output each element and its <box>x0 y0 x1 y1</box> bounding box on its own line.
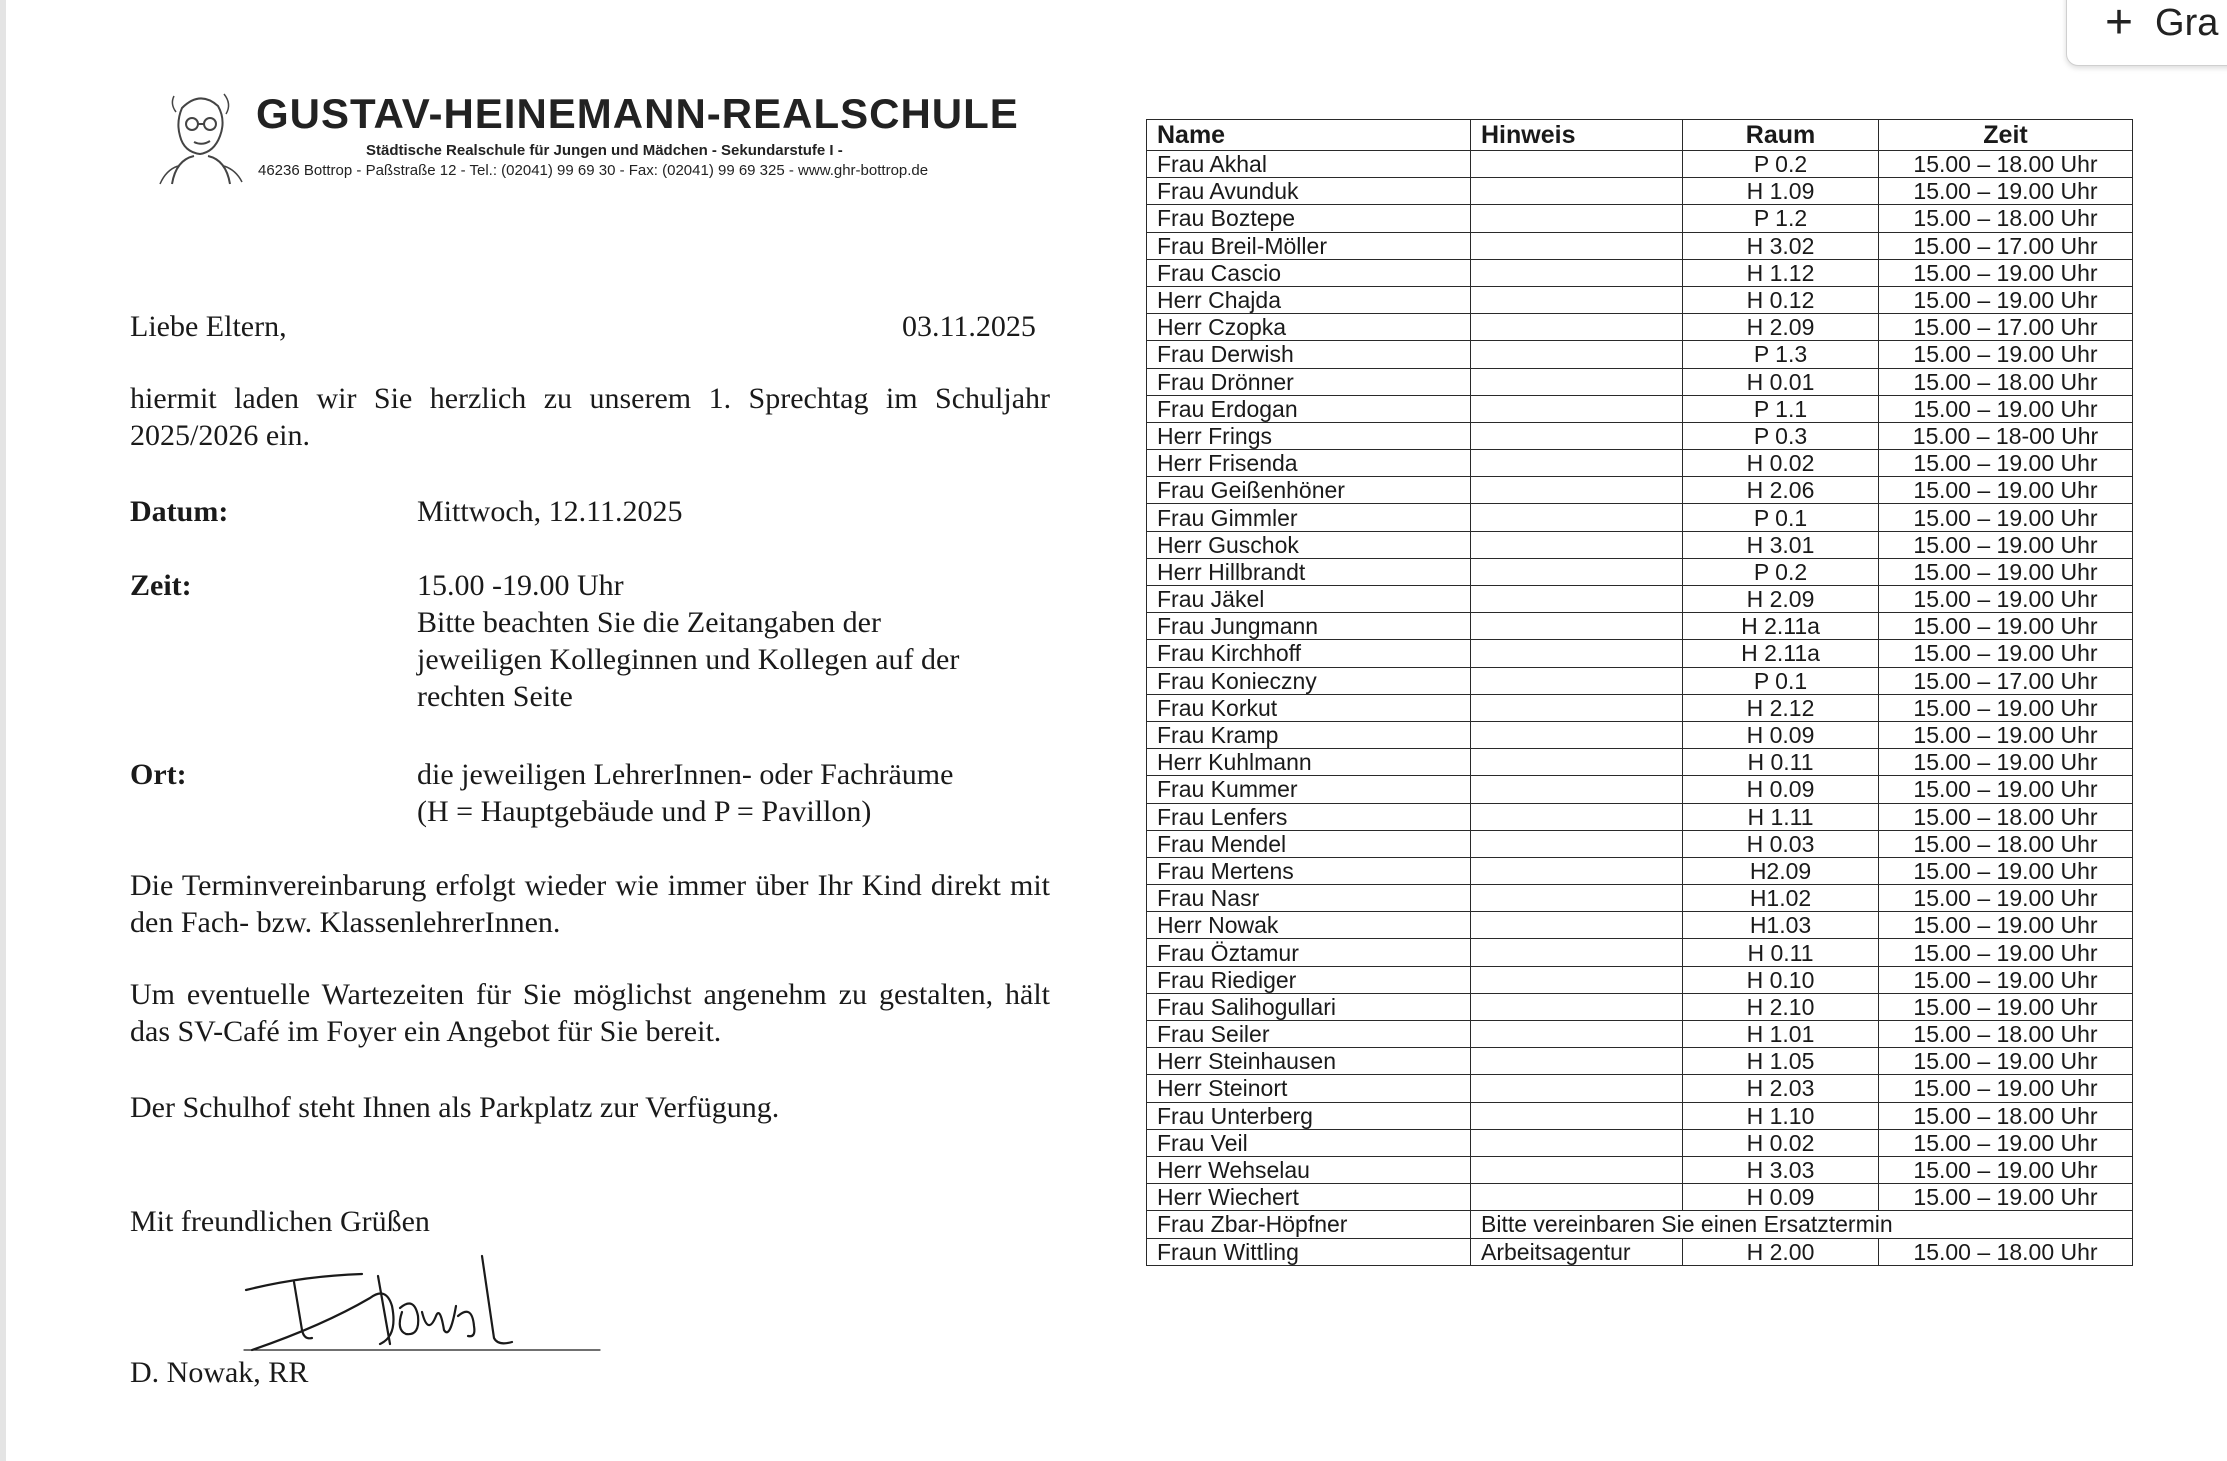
table-row <box>1147 1184 2133 1211</box>
cell-name: Frau Cascio <box>1147 259 1471 286</box>
cell-raum: H1.03 <box>1683 912 1879 939</box>
header-name: Name <box>1147 120 1471 151</box>
cell-name: Frau Jäkel <box>1147 586 1471 613</box>
cell-raum: H 1.09 <box>1683 178 1879 205</box>
cell-zeit: 15.00 – 19.00 Uhr <box>1879 286 2133 313</box>
table-row <box>1147 368 2133 395</box>
add-button[interactable] <box>2066 0 2227 66</box>
table-row <box>1147 531 2133 558</box>
cell-hinweis <box>1471 504 1683 531</box>
cell-hinweis <box>1471 939 1683 966</box>
cell-raum: H 3.01 <box>1683 531 1879 558</box>
cell-name: Herr Hillbrandt <box>1147 558 1471 585</box>
cell-name: Herr Steinhausen <box>1147 1048 1471 1075</box>
table-row <box>1147 912 2133 939</box>
cell-zeit: 15.00 – 17.00 Uhr <box>1879 314 2133 341</box>
cell-zeit: 15.00 – 18.00 Uhr <box>1879 830 2133 857</box>
cell-hinweis <box>1471 151 1683 178</box>
cell-hinweis <box>1471 721 1683 748</box>
intro-paragraph: hiermit laden wir Sie herzlich zu unserem 1. Sprechtag im Schuljahr 2025/2026 ein. <box>130 382 1050 452</box>
cell-name: Herr Steinort <box>1147 1075 1471 1102</box>
cell-raum: H 0.11 <box>1683 939 1879 966</box>
table-row <box>1147 1075 2133 1102</box>
cell-zeit: 15.00 – 19.00 Uhr <box>1879 721 2133 748</box>
cell-name: Frau Mendel <box>1147 830 1471 857</box>
cell-zeit: 15.00 – 19.00 Uhr <box>1879 395 2133 422</box>
cell-raum: P 1.2 <box>1683 205 1879 232</box>
cell-hinweis <box>1471 422 1683 449</box>
cell-raum: H 0.02 <box>1683 1129 1879 1156</box>
cell-zeit: 15.00 – 19.00 Uhr <box>1879 966 2133 993</box>
cell-zeit: 15.00 – 19.00 Uhr <box>1879 912 2133 939</box>
cell-hinweis <box>1471 857 1683 884</box>
cell-name: Frau Geißenhöner <box>1147 477 1471 504</box>
cell-raum: H 2.11a <box>1683 640 1879 667</box>
table-row <box>1147 1238 2133 1265</box>
cell-name: Frau Riediger <box>1147 966 1471 993</box>
cell-name: Frau Boztepe <box>1147 205 1471 232</box>
cell-hinweis <box>1471 477 1683 504</box>
cell-zeit: 15.00 – 19.00 Uhr <box>1879 640 2133 667</box>
cell-raum: H 2.09 <box>1683 586 1879 613</box>
cell-zeit: 15.00 – 18.00 Uhr <box>1879 1238 2133 1265</box>
cell-raum: H1.02 <box>1683 885 1879 912</box>
table-row <box>1147 286 2133 313</box>
salutation: Liebe Eltern, <box>130 310 287 343</box>
cell-hinweis <box>1471 558 1683 585</box>
zeit-note-line-1: Bitte beachten Sie die Zeitangaben der <box>417 606 881 639</box>
ort-label: Ort: <box>130 758 187 791</box>
school-subtitle: Städtische Realschule für Jungen und Mädchen - Sekundarstufe I - <box>366 142 843 159</box>
cell-raum: H 0.09 <box>1683 721 1879 748</box>
table-row <box>1147 966 2133 993</box>
cell-raum: H 0.09 <box>1683 1184 1879 1211</box>
table-row <box>1147 694 2133 721</box>
cell-name: Herr Kuhlmann <box>1147 749 1471 776</box>
cell-zeit: 15.00 – 19.00 Uhr <box>1879 531 2133 558</box>
cell-zeit: 15.00 – 19.00 Uhr <box>1879 1129 2133 1156</box>
table-header-row <box>1147 120 2133 151</box>
cell-hinweis <box>1471 1129 1683 1156</box>
cell-zeit: 15.00 – 19.00 Uhr <box>1879 1048 2133 1075</box>
cell-name: Frau Kirchhoff <box>1147 640 1471 667</box>
cell-name: Frau Salihogullari <box>1147 993 1471 1020</box>
cell-raum: H2.09 <box>1683 857 1879 884</box>
table-row <box>1147 1156 2133 1183</box>
cell-name: Herr Nowak <box>1147 912 1471 939</box>
cell-zeit: 15.00 – 19.00 Uhr <box>1879 749 2133 776</box>
cell-name: Frau Breil-Möller <box>1147 232 1471 259</box>
page-left-edge <box>0 0 6 1461</box>
cell-hinweis <box>1471 586 1683 613</box>
cell-raum: H 0.01 <box>1683 368 1879 395</box>
cafe-paragraph: Um eventuelle Wartezeiten für Sie möglichst angenehm zu gestalten, hält das SV-Café im Foyer ein Angebot für Sie bereit. <box>130 978 1050 1048</box>
header-hinweis: Hinweis <box>1471 120 1683 151</box>
cell-raum: H 1.12 <box>1683 259 1879 286</box>
table-row <box>1147 151 2133 178</box>
ort-value-line-2: (H = Hauptgebäude und P = Pavillon) <box>417 795 872 828</box>
cell-name: Frau Avunduk <box>1147 178 1471 205</box>
cell-raum: H 2.03 <box>1683 1075 1879 1102</box>
cell-raum: H 1.10 <box>1683 1102 1879 1129</box>
cell-name: Frau Drönner <box>1147 368 1471 395</box>
school-name: GUSTAV-HEINEMANN-REALSCHULE <box>256 90 1019 137</box>
signature <box>242 1246 602 1356</box>
cell-raum: H 0.09 <box>1683 776 1879 803</box>
cell-name: Frau Öztamur <box>1147 939 1471 966</box>
cell-hinweis <box>1471 1102 1683 1129</box>
cell-name: Herr Frisenda <box>1147 450 1471 477</box>
cell-raum: H 2.06 <box>1683 477 1879 504</box>
cell-raum: H 2.11a <box>1683 613 1879 640</box>
cell-hinweis <box>1471 613 1683 640</box>
cell-raum: H 3.03 <box>1683 1156 1879 1183</box>
plus-icon: + <box>2105 0 2134 49</box>
cell-name: Frau Nasr <box>1147 885 1471 912</box>
cell-raum: H 2.00 <box>1683 1238 1879 1265</box>
add-button-label: Gra <box>2155 1 2219 44</box>
cell-zeit: 15.00 – 19.00 Uhr <box>1879 613 2133 640</box>
cell-raum: H 0.10 <box>1683 966 1879 993</box>
signer-name: D. Nowak, RR <box>130 1356 309 1389</box>
cell-hinweis <box>1471 694 1683 721</box>
cell-zeit: 15.00 – 19.00 Uhr <box>1879 259 2133 286</box>
cell-hinweis <box>1471 640 1683 667</box>
cell-name: Frau Unterberg <box>1147 1102 1471 1129</box>
cell-hinweis <box>1471 395 1683 422</box>
cell-zeit: 15.00 – 19.00 Uhr <box>1879 450 2133 477</box>
cell-hinweis <box>1471 1156 1683 1183</box>
cell-raum: H 1.01 <box>1683 1021 1879 1048</box>
table-row <box>1147 422 2133 449</box>
cell-name: Frau Kummer <box>1147 776 1471 803</box>
cell-hinweis <box>1471 178 1683 205</box>
cell-raum: H 1.11 <box>1683 803 1879 830</box>
cell-zeit: 15.00 – 19.00 Uhr <box>1879 558 2133 585</box>
cell-hinweis <box>1471 531 1683 558</box>
cell-name: Frau Veil <box>1147 1129 1471 1156</box>
table-row <box>1147 885 2133 912</box>
cell-raum: P 0.1 <box>1683 667 1879 694</box>
cell-hinweis <box>1471 205 1683 232</box>
cell-zeit: 15.00 – 19.00 Uhr <box>1879 857 2133 884</box>
cell-zeit: 15.00 – 17.00 Uhr <box>1879 667 2133 694</box>
portrait-logo-icon <box>152 86 248 186</box>
datum-label: Datum: <box>130 495 229 528</box>
table-row <box>1147 1021 2133 1048</box>
table-row <box>1147 749 2133 776</box>
cell-zeit: 15.00 – 19.00 Uhr <box>1879 477 2133 504</box>
teacher-schedule-table <box>1146 119 2133 1266</box>
closing: Mit freundlichen Grüßen <box>130 1205 430 1238</box>
ort-value-line-1: die jeweiligen LehrerInnen- oder Fachräume <box>417 758 954 791</box>
cell-hinweis-ersatztermin: Bitte vereinbaren Sie einen Ersatztermin <box>1471 1211 2133 1238</box>
cell-zeit: 15.00 – 18.00 Uhr <box>1879 1021 2133 1048</box>
cell-hinweis <box>1471 259 1683 286</box>
cell-name: Herr Chajda <box>1147 286 1471 313</box>
table-row <box>1147 1129 2133 1156</box>
table-row <box>1147 477 2133 504</box>
table-row <box>1147 830 2133 857</box>
cell-name: Frau Seiler <box>1147 1021 1471 1048</box>
cell-raum: P 1.3 <box>1683 341 1879 368</box>
cell-hinweis <box>1471 368 1683 395</box>
table-row <box>1147 232 2133 259</box>
cell-raum: H 0.12 <box>1683 286 1879 313</box>
cell-hinweis <box>1471 966 1683 993</box>
cell-hinweis <box>1471 341 1683 368</box>
cell-zeit: 15.00 – 19.00 Uhr <box>1879 504 2133 531</box>
zeit-label: Zeit: <box>130 569 192 602</box>
cell-zeit: 15.00 – 19.00 Uhr <box>1879 694 2133 721</box>
table-row <box>1147 803 2133 830</box>
parking-paragraph: Der Schulhof steht Ihnen als Parkplatz zur Verfügung. <box>130 1091 780 1124</box>
cell-name: Herr Guschok <box>1147 531 1471 558</box>
cell-hinweis <box>1471 232 1683 259</box>
table-row <box>1147 558 2133 585</box>
table-row <box>1147 205 2133 232</box>
cell-zeit: 15.00 – 17.00 Uhr <box>1879 232 2133 259</box>
table-row <box>1147 178 2133 205</box>
cell-zeit: 15.00 – 19.00 Uhr <box>1879 1156 2133 1183</box>
cell-raum: H 0.03 <box>1683 830 1879 857</box>
table-row <box>1147 857 2133 884</box>
cell-hinweis <box>1471 885 1683 912</box>
table-row <box>1147 721 2133 748</box>
termin-paragraph: Die Terminvereinbarung erfolgt wieder wie immer über Ihr Kind direkt mit den Fach- bzw. KlassenlehrerInnen. <box>130 869 1050 939</box>
cell-hinweis <box>1471 667 1683 694</box>
cell-hinweis <box>1471 912 1683 939</box>
cell-raum: P 0.3 <box>1683 422 1879 449</box>
table-row <box>1147 504 2133 531</box>
cell-name: Frau Mertens <box>1147 857 1471 884</box>
cell-zeit: 15.00 – 19.00 Uhr <box>1879 1184 2133 1211</box>
header-zeit: Zeit <box>1879 120 2133 151</box>
cell-zeit: 15.00 – 19.00 Uhr <box>1879 341 2133 368</box>
cell-name: Frau Erdogan <box>1147 395 1471 422</box>
cell-hinweis: Arbeitsagentur <box>1471 1238 1683 1265</box>
cell-name: Fraun Wittling <box>1147 1238 1471 1265</box>
cell-raum: H 3.02 <box>1683 232 1879 259</box>
cell-name: Herr Czopka <box>1147 314 1471 341</box>
cell-zeit: 15.00 – 18.00 Uhr <box>1879 205 2133 232</box>
letter-date: 03.11.2025 <box>902 310 1036 343</box>
cell-raum: P 0.2 <box>1683 558 1879 585</box>
cell-zeit: 15.00 – 19.00 Uhr <box>1879 586 2133 613</box>
cell-name: Frau Lenfers <box>1147 803 1471 830</box>
table-row <box>1147 667 2133 694</box>
zeit-value: 15.00 -19.00 Uhr <box>417 569 624 602</box>
zeit-note-line-3: rechten Seite <box>417 680 573 713</box>
cell-hinweis <box>1471 1048 1683 1075</box>
table-row <box>1147 613 2133 640</box>
table-row <box>1147 450 2133 477</box>
table-row <box>1147 640 2133 667</box>
cell-raum: H 2.12 <box>1683 694 1879 721</box>
cell-zeit: 15.00 – 19.00 Uhr <box>1879 993 2133 1020</box>
cell-zeit: 15.00 – 19.00 Uhr <box>1879 939 2133 966</box>
table-row <box>1147 259 2133 286</box>
table-row <box>1147 939 2133 966</box>
datum-value: Mittwoch, 12.11.2025 <box>417 495 683 528</box>
cell-hinweis <box>1471 1021 1683 1048</box>
cell-zeit: 15.00 – 18.00 Uhr <box>1879 803 2133 830</box>
table-row-special <box>1147 1211 2133 1238</box>
table-row <box>1147 314 2133 341</box>
cell-name: Frau Kramp <box>1147 721 1471 748</box>
header-raum: Raum <box>1683 120 1879 151</box>
cell-raum: P 1.1 <box>1683 395 1879 422</box>
table-row <box>1147 1102 2133 1129</box>
cell-hinweis <box>1471 314 1683 341</box>
cell-raum: P 0.2 <box>1683 151 1879 178</box>
cell-hinweis <box>1471 993 1683 1020</box>
cell-raum: H 2.10 <box>1683 993 1879 1020</box>
cell-name: Frau Gimmler <box>1147 504 1471 531</box>
cell-zeit: 15.00 – 19.00 Uhr <box>1879 1075 2133 1102</box>
cell-hinweis <box>1471 749 1683 776</box>
cell-name: Herr Wehselau <box>1147 1156 1471 1183</box>
cell-zeit: 15.00 – 18.00 Uhr <box>1879 151 2133 178</box>
cell-hinweis <box>1471 803 1683 830</box>
cell-zeit: 15.00 – 19.00 Uhr <box>1879 178 2133 205</box>
table-row <box>1147 586 2133 613</box>
cell-zeit: 15.00 – 18.00 Uhr <box>1879 1102 2133 1129</box>
cell-name: Herr Frings <box>1147 422 1471 449</box>
cell-zeit: 15.00 – 18.00 Uhr <box>1879 368 2133 395</box>
cell-hinweis <box>1471 776 1683 803</box>
cell-name: Frau Derwish <box>1147 341 1471 368</box>
cell-hinweis <box>1471 1075 1683 1102</box>
cell-raum: H 2.09 <box>1683 314 1879 341</box>
zeit-note-line-2: jeweiligen Kolleginnen und Kollegen auf der <box>417 643 960 676</box>
cell-zeit: 15.00 – 18-00 Uhr <box>1879 422 2133 449</box>
cell-zeit: 15.00 – 19.00 Uhr <box>1879 776 2133 803</box>
table-row <box>1147 993 2133 1020</box>
cell-name: Frau Jungmann <box>1147 613 1471 640</box>
cell-name: Frau Akhal <box>1147 151 1471 178</box>
cell-raum: H 1.05 <box>1683 1048 1879 1075</box>
cell-name: Herr Wiechert <box>1147 1184 1471 1211</box>
cell-zeit: 15.00 – 19.00 Uhr <box>1879 885 2133 912</box>
cell-name: Frau Konieczny <box>1147 667 1471 694</box>
cell-raum: H 0.11 <box>1683 749 1879 776</box>
table-row <box>1147 341 2133 368</box>
cell-name: Frau Zbar-Höpfner <box>1147 1211 1471 1238</box>
cell-hinweis <box>1471 830 1683 857</box>
cell-raum: H 0.02 <box>1683 450 1879 477</box>
table-row <box>1147 1048 2133 1075</box>
table-row <box>1147 395 2133 422</box>
cell-hinweis <box>1471 286 1683 313</box>
cell-hinweis <box>1471 450 1683 477</box>
cell-raum: P 0.1 <box>1683 504 1879 531</box>
school-address: 46236 Bottrop - Paßstraße 12 - Tel.: (02041) 99 69 30 - Fax: (02041) 99 69 325 - www.ghr-bottrop.de <box>258 162 929 179</box>
cell-name: Frau Korkut <box>1147 694 1471 721</box>
table-row <box>1147 776 2133 803</box>
cell-hinweis <box>1471 1184 1683 1211</box>
